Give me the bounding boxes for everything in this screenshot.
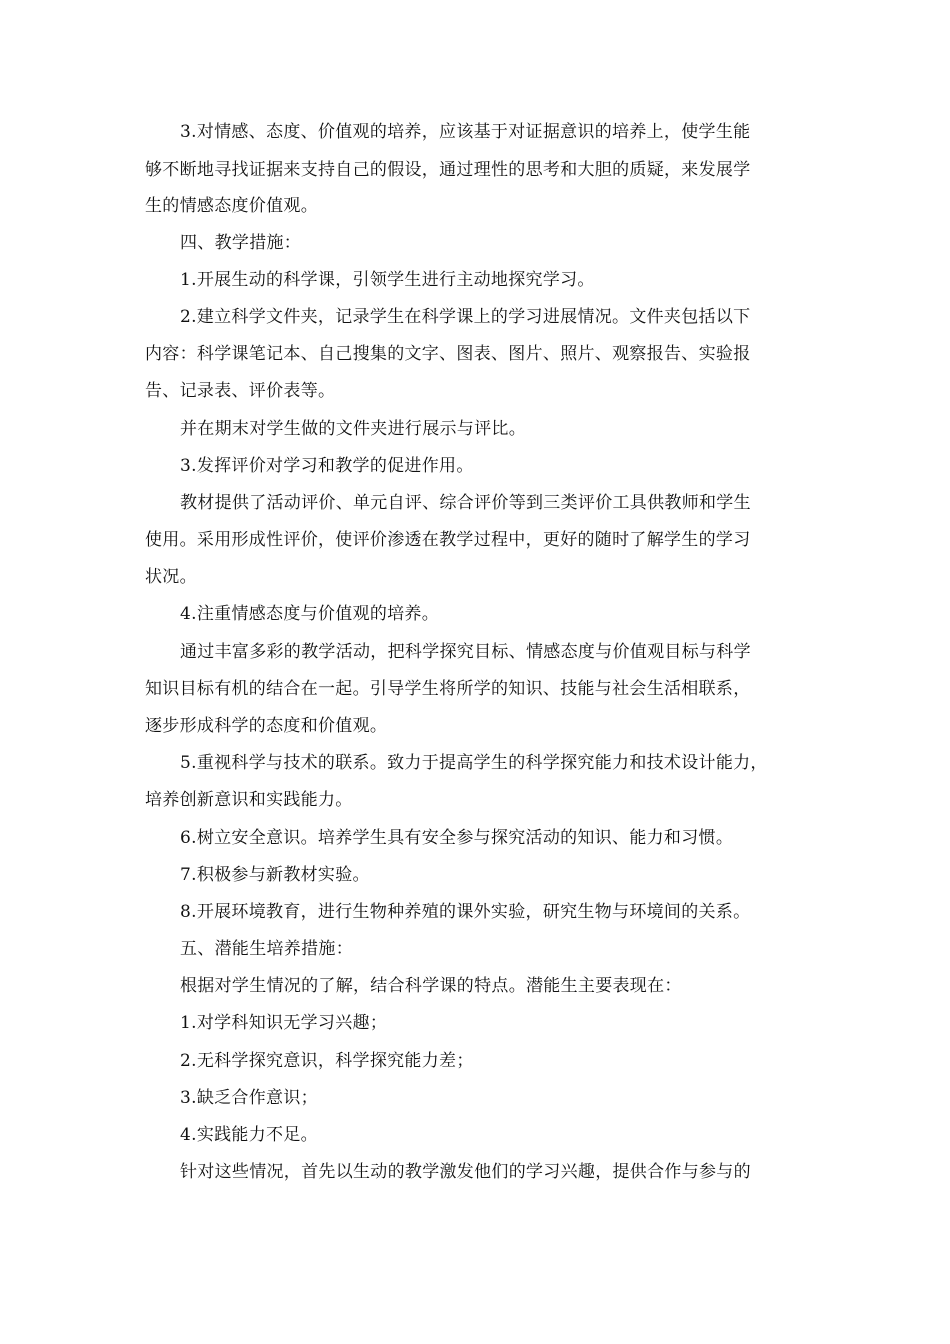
- text-line: 生的情感态度价值观。: [145, 196, 318, 216]
- text-line: 内容：科学课笔记本、自己搜集的文字、图表、图片、照片、观察报告、实验报: [145, 344, 751, 364]
- text-line: 根据对学生情况的了解，结合科学课的特点。潜能生主要表现在：: [180, 976, 682, 996]
- text-line: 培养创新意识和实践能力。: [145, 790, 353, 810]
- text-line: 告、记录表、评价表等。: [145, 381, 336, 401]
- text-line: 逐步形成科学的态度和价值观。: [145, 716, 388, 736]
- text-line: 教材提供了活动评价、单元自评、综合评价等到三类评价工具供教师和学生: [180, 493, 751, 513]
- text-line: 使用。采用形成性评价，使评价渗透在教学过程中，更好的随时了解学生的学习: [145, 530, 751, 550]
- text-line: 1.开展生动的科学课，引领学生进行主动地探究学习。: [180, 270, 595, 290]
- text-line: 3.缺乏合作意识；: [180, 1088, 318, 1108]
- text-line: 通过丰富多彩的教学活动，把科学探究目标、情感态度与价值观目标与科学: [180, 642, 751, 662]
- text-line: 状况。: [145, 567, 197, 587]
- text-line: 4.注重情感态度与价值观的培养。: [180, 604, 440, 624]
- text-line: 1.对学科知识无学习兴趣；: [180, 1013, 388, 1033]
- section-heading: 五、潜能生培养措施：: [180, 939, 353, 959]
- text-line: 4.实践能力不足。: [180, 1125, 318, 1145]
- text-line: 5.重视科学与技术的联系。致力于提高学生的科学探究能力和技术设计能力，: [180, 753, 768, 773]
- text-line: 2.无科学探究意识，科学探究能力差；: [180, 1051, 474, 1071]
- text-line: 3.对情感、态度、价值观的培养，应该基于对证据意识的培养上，使学生能: [180, 122, 751, 142]
- text-line: 针对这些情况，首先以生动的教学激发他们的学习兴趣，提供合作与参与的: [180, 1162, 751, 1182]
- text-line: 7.积极参与新教材实验。: [180, 865, 370, 885]
- text-line: 2.建立科学文件夹，记录学生在科学课上的学习进展情况。文件夹包括以下: [180, 307, 751, 327]
- text-line: 知识目标有机的结合在一起。引导学生将所学的知识、技能与社会生活相联系，: [145, 679, 751, 699]
- text-line: 8.开展环境教育，进行生物种养殖的课外实验，研究生物与环境间的关系。: [180, 902, 751, 922]
- text-line: 3.发挥评价对学习和教学的促进作用。: [180, 456, 474, 476]
- section-heading: 四、教学措施：: [180, 233, 302, 253]
- text-line: 6.树立安全意识。培养学生具有安全参与探究活动的知识、能力和习惯。: [180, 828, 734, 848]
- text-line: 并在期末对学生做的文件夹进行展示与评比。: [180, 419, 526, 439]
- text-line: 够不断地寻找证据来支持自己的假设，通过理性的思考和大胆的质疑，来发展学: [145, 160, 751, 180]
